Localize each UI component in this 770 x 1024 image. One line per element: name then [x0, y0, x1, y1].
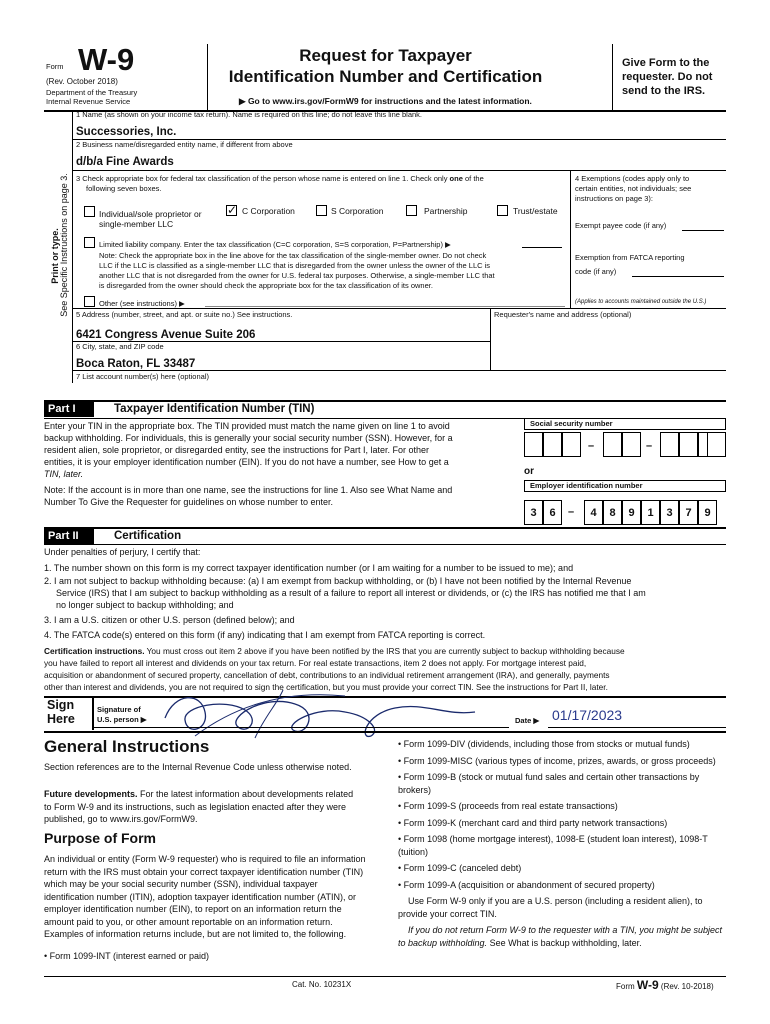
llc-classification-field[interactable] — [522, 247, 562, 248]
line6-city-field[interactable]: Boca Raton, FL 33487 — [76, 358, 196, 370]
line5-address-field[interactable]: 6421 Congress Avenue Suite 206 — [76, 329, 256, 341]
part1-title: Taxpayer Identification Number (TIN) — [114, 403, 315, 415]
fatca-code-field[interactable] — [632, 276, 724, 277]
cert-instructions-2: you have failed to report all interest and dividends on your tax return. For real estate transactions, item 2 does not apply. For mortgage interest paid, — [44, 658, 587, 668]
checkbox-c-corporation[interactable] — [226, 205, 237, 216]
give-form-line3: send to the IRS. — [622, 85, 706, 97]
line3-label: 3 Check appropriate box for federal tax classification of the person whose name is entered on line 1. Check only one of the — [76, 174, 484, 183]
form-label: Form — [46, 62, 64, 71]
ein-digit-4: 8 — [603, 500, 622, 525]
checkbox-s-corporation[interactable] — [316, 205, 327, 216]
cert-instructions-4: other than interest and dividends, you are not required to sign the certification, but you must provide your correct TIN. See the instructions for Part II, later. — [44, 682, 608, 692]
sign-label: Sign — [47, 698, 75, 712]
form-title-line1: Request for Taxpayer — [299, 46, 472, 65]
cert-item-2b: Service (IRS) that I am subject to backup withholding as a result of a failure to report all interest or dividends, or (c) the IRS has notified me that I am — [56, 588, 646, 598]
ein-digit-9: 9 — [698, 500, 717, 525]
bullet-1099-div: • Form 1099-DIV (dividends, including those from stocks or mutual funds) — [398, 739, 690, 749]
line1-name-field[interactable]: Successories, Inc. — [76, 126, 177, 138]
print-or-type: Print or type. — [50, 228, 60, 284]
right-bullets — [398, 738, 724, 949]
bullet-1099-s: • Form 1099-S (proceeds from real estate transactions) — [398, 801, 618, 811]
ein-dash: – — [568, 506, 575, 518]
general-instructions-title: General Instructions — [44, 737, 210, 756]
part1-note-2: Number To Give the Requester for guidelines on whose number to enter. — [44, 497, 333, 507]
other-label: Other (see instructions) ▶ — [99, 299, 185, 308]
cert-item-4: 4. The FATCA code(s) entered on this form (if any) indicating that I am exempt from FATCA reporting is correct. — [44, 630, 486, 640]
applies-note: (Applies to accounts maintained outside the U.S.) — [575, 299, 707, 305]
here-label: Here — [47, 712, 75, 726]
fatca-label-1: Exemption from FATCA reporting — [575, 253, 685, 262]
llc-label: Limited liability company. Enter the tax classification (C=C corporation, S=S corporation, P=Partnership) ▶ — [99, 240, 451, 249]
bullet-1099-a: • Form 1099-A (acquisition or abandonment of secured property) — [398, 879, 655, 890]
signature-field[interactable] — [145, 686, 495, 742]
checkbox-other[interactable] — [84, 296, 95, 307]
part2-title: Certification — [114, 530, 182, 542]
signature-label-2: U.S. person ▶ — [97, 715, 147, 724]
bullet-1099-b: • Form 1099-B (stock or mutual fund sales and certain other transactions by brokers) — [398, 772, 700, 795]
checkbox-individual-label-2: single-member LLC — [99, 219, 174, 229]
exemptions-label-1: 4 Exemptions (codes apply only to — [575, 174, 690, 183]
backup-withholding-note: If you do not return Form W-9 to the requester with a TIN, you might be subject to backup withholding. See What is backup withholding, later. — [398, 925, 722, 948]
line1-label: 1 Name (as shown on your income tax return). Name is required on this line; do not leave this line blank. — [76, 110, 423, 119]
use-form-w9: Use Form W-9 only if you are a U.S. person (including a resident alien), to provide your correct TIN. — [398, 896, 703, 919]
form-title-line2: Identification Number and Certification — [228, 67, 543, 86]
form-number: W-9 — [78, 42, 135, 77]
ein-digit-6: 1 — [641, 500, 660, 525]
llc-note-1: Note: Check the appropriate box in the line above for the tax classification of the single-member owner. Do not check — [99, 251, 487, 260]
line2-business-field[interactable]: d/b/a Fine Awards — [76, 156, 174, 168]
checkbox-individual[interactable] — [84, 206, 95, 217]
date-label: Date ▶ — [515, 716, 540, 725]
ein-digit-3: 4 — [584, 500, 603, 525]
cert-item-2c: no longer subject to backup withholding; and — [56, 600, 234, 610]
part1-text-1: Enter your TIN in the appropriate box. The TIN provided must match the name given on line 1 to avoid — [44, 421, 450, 431]
part1-text-2: backup withholding. For individuals, this is generally your social security number (SSN). However, for a — [44, 433, 453, 443]
bullet-1098: • Form 1098 (home mortgage interest), 1098-E (student loan interest), 1098-T (tuition) — [398, 834, 708, 857]
ein-digit-1: 3 — [524, 500, 543, 525]
footer-form-id: Form W-9 (Rev. 10-2018) — [616, 978, 714, 992]
ein-digit-2: 6 — [543, 500, 562, 525]
checkbox-partnership-label: Partnership — [424, 206, 468, 216]
bullet-1099-c: • Form 1099-C (canceled debt) — [398, 863, 522, 873]
part1-tag: Part I — [44, 401, 94, 417]
checkbox-llc[interactable] — [84, 237, 95, 248]
ein-digit-5: 9 — [622, 500, 641, 525]
bullet-1099-k: • Form 1099-K (merchant card and third party network transactions) — [398, 817, 668, 828]
purpose-of-form-body: An individual or entity (Form W-9 requester) who is required to file an information return with the IRS must obtain your correct taxpayer identification number (TIN) which may be your social security number (SSN), individual taxpayer identification number (ITIN), adoption taxpayer identification number (ATIN), or employer identification number (EIN), to report on an information return the amount paid to you, or other amount reportable on an information return. Examples of information returns include, but are not limited to, the following. — [44, 854, 366, 939]
ein-digit-7: 3 — [660, 500, 679, 525]
side-instructions-text: See Specific Instructions on page 3. — [59, 173, 69, 317]
part1-text-3: resident alien, sole proprietor, or disregarded entity, see the instructions for Part I, later. For other — [44, 445, 430, 455]
checkbox-trust-estate[interactable] — [497, 205, 508, 216]
line3-label-2: following seven boxes. — [86, 184, 162, 193]
cert-instructions-1: Certification instructions. You must cross out item 2 above if you have been notified by the IRS that you are currently subject to backup withholding because — [44, 646, 625, 656]
give-form-line2: requester. Do not — [622, 71, 713, 83]
part1-text-4: entities, it is your employer identification number (EIN). If you do not have a number, see How to get a — [44, 457, 449, 467]
line7-label: 7 List account number(s) here (optional) — [76, 372, 209, 381]
llc-note-3: another LLC that is not disregarded from the owner for U.S. federal tax purposes. Otherwise, a single-member LLC that — [99, 271, 495, 280]
or-label: or — [524, 466, 534, 477]
part2-tag: Part II — [44, 528, 94, 544]
llc-note-4: is disregarded from the owner should check the appropriate box for the tax classification of its owner. — [99, 281, 433, 290]
form-revision: (Rev. October 2018) — [46, 77, 118, 86]
fatca-label-2: code (if any) — [575, 267, 617, 276]
exemptions-label-2: certain entities, not individuals; see — [575, 184, 692, 193]
section-references: Section references are to the Internal Revenue Code unless otherwise noted. — [44, 762, 352, 772]
checkbox-partnership[interactable] — [406, 205, 417, 216]
checkbox-trust-estate-label: Trust/estate — [513, 206, 558, 216]
purpose-of-form-title: Purpose of Form — [44, 830, 157, 846]
department: Department of the Treasury — [46, 88, 138, 97]
check-mark-icon: ✓ — [227, 203, 238, 217]
cert-item-1: 1. The number shown on this form is my correct taxpayer identification number (or I am waiting for a number to be issued to me); and — [44, 563, 574, 573]
exempt-payee-field[interactable] — [682, 230, 724, 231]
ssn-dash-2: – — [646, 440, 653, 452]
ein-digit-8: 7 — [679, 500, 698, 525]
ssn-dash-1: – — [588, 440, 595, 452]
ssn-label: Social security number — [530, 419, 613, 428]
catalog-number: Cat. No. 10231X — [292, 980, 352, 989]
line5-label: 5 Address (number, street, and apt. or suite no.) See instructions. — [76, 310, 293, 319]
part1-text-5: TIN, later. — [44, 469, 84, 479]
llc-note-2: LLC if the LLC is classified as a single-member LLC that is disregarded from the owner unless the owner of the LLC is — [99, 261, 491, 270]
agency: Internal Revenue Service — [46, 97, 131, 106]
other-field[interactable] — [205, 306, 565, 307]
exemptions-label-3: instructions on page 3): — [575, 194, 653, 203]
future-developments: Future developments. For the latest information about developments related to Form W-9 and its instructions, such as legislation enacted after they were published, go to www.irs.gov/FormW9. — [44, 789, 354, 824]
cert-item-3: 3. I am a U.S. citizen or other U.S. person (defined below); and — [44, 615, 295, 625]
ein-label: Employer identification number — [530, 481, 643, 490]
cert-instructions-3: acquisition or abandonment of secured property, cancellation of debt, contributions to an individual retirement arrangement (IRA), and generally, payments — [44, 670, 610, 680]
requester-label: Requester's name and address (optional) — [494, 310, 632, 319]
cert-item-2a: 2. I am not subject to backup withholding because: (a) I am exempt from backup withholding, or (b) I have not been notified by the Internal Revenue — [44, 576, 632, 586]
line6-label: 6 City, state, and ZIP code — [76, 342, 164, 351]
bullet-1099-misc: • Form 1099-MISC (various types of income, prizes, awards, or gross proceeds) — [398, 755, 716, 766]
checkbox-s-corporation-label: S Corporation — [331, 206, 384, 216]
goto-instructions: ▶ Go to www.irs.gov/FormW9 for instructions and the latest information. — [239, 96, 532, 106]
signature-label-1: Signature of — [97, 705, 141, 714]
part1-note-1: Note: If the account is in more than one name, see the instructions for line 1. Also see What Name and — [44, 485, 453, 495]
part2-intro: Under penalties of perjury, I certify that: — [44, 547, 201, 557]
checkbox-individual-label: Individual/sole proprietor or — [99, 209, 202, 219]
date-field[interactable]: 01/17/2023 — [552, 707, 623, 723]
checkbox-c-corporation-label: C Corporation — [242, 206, 295, 216]
bullet-1099-int: • Form 1099-INT (interest earned or paid) — [44, 951, 210, 961]
exempt-payee-label: Exempt payee code (if any) — [575, 221, 667, 230]
give-form-line1: Give Form to the — [622, 57, 710, 69]
line2-label: 2 Business name/disregarded entity name, if different from above — [76, 140, 293, 149]
handwritten-signature — [145, 686, 495, 742]
